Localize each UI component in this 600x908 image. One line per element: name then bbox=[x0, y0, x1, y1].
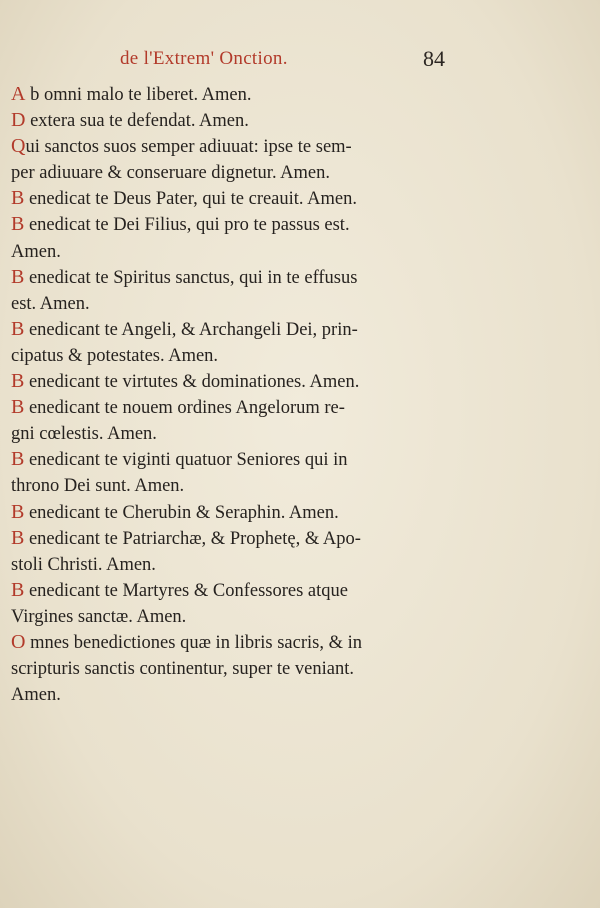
line-text: cipatus & potestates. Amen. bbox=[11, 345, 219, 366]
text-line bbox=[11, 368, 451, 394]
line-text: enedicant te Cherubin & Seraphin. Amen. bbox=[24, 502, 339, 523]
initial-letter: B bbox=[11, 370, 25, 393]
page-number: 84 bbox=[423, 46, 445, 71]
text-line bbox=[11, 577, 451, 603]
line-text: enedicant te virtutes & dominationes. Amen. bbox=[24, 372, 360, 393]
initial-letter: B bbox=[11, 265, 25, 288]
line-text: Virgines sanctæ. Amen. bbox=[11, 606, 187, 627]
line-text: extera sua te defendat. Amen. bbox=[25, 111, 249, 132]
text-line bbox=[11, 81, 451, 107]
text-line bbox=[11, 159, 451, 185]
line-text: enedicat te Dei Filius, qui pro te passus est. bbox=[24, 215, 350, 236]
line-text: Amen. bbox=[11, 241, 61, 262]
text-line bbox=[11, 133, 451, 159]
line-text: est. Amen. bbox=[11, 293, 90, 314]
text-block bbox=[11, 81, 451, 707]
text-line bbox=[11, 342, 451, 368]
line-text: enedicant te nouem ordines Angelorum re- bbox=[24, 398, 345, 419]
line-text: Amen. bbox=[11, 685, 61, 706]
initial-letter: Q bbox=[11, 135, 26, 158]
initial-letter: B bbox=[11, 317, 25, 340]
line-text: gni cœlestis. Amen. bbox=[11, 424, 157, 445]
text-line bbox=[11, 420, 451, 446]
initial-letter: B bbox=[11, 187, 25, 210]
text-line bbox=[11, 629, 451, 655]
text-line bbox=[11, 681, 451, 707]
initial-letter: B bbox=[11, 396, 25, 419]
initial-letter: B bbox=[11, 578, 25, 601]
line-text: enedicant te Angeli, & Archangeli Dei, prin- bbox=[24, 319, 358, 340]
text-line bbox=[11, 551, 451, 577]
line-text: enedicant te Patriarchæ, & Prophetę, & Apo- bbox=[24, 528, 361, 549]
text-line bbox=[11, 603, 451, 629]
initial-letter: O bbox=[11, 630, 26, 653]
initial-letter: A bbox=[11, 83, 26, 105]
initial-letter: B bbox=[11, 448, 25, 471]
initial-letter: B bbox=[11, 526, 25, 549]
line-text: enedicat te Deus Pater, qui te creauit. Amen. bbox=[24, 189, 357, 210]
text-line bbox=[11, 394, 451, 420]
text-line bbox=[11, 499, 451, 525]
text-line bbox=[11, 472, 451, 498]
line-text: mnes benedictiones quæ in libris sacris, & in bbox=[25, 632, 363, 653]
text-line bbox=[11, 655, 451, 681]
text-line bbox=[11, 185, 451, 211]
line-text: ui sanctos suos semper adiuuat: ipse te sem- bbox=[25, 137, 352, 158]
line-text: b omni malo te liberet. Amen. bbox=[25, 85, 252, 105]
text-line bbox=[11, 290, 451, 316]
initial-letter: B bbox=[11, 500, 25, 523]
text-line bbox=[11, 525, 451, 551]
line-text: enedicant te Martyres & Confessores atque bbox=[24, 580, 348, 601]
initial-letter: D bbox=[11, 109, 26, 132]
text-line bbox=[11, 211, 451, 237]
text-line bbox=[11, 107, 451, 133]
page-header bbox=[0, 46, 600, 86]
line-text: scripturis sanctis continentur, super te veniant. bbox=[11, 659, 354, 680]
text-line bbox=[11, 264, 451, 290]
text-line bbox=[11, 238, 451, 264]
initial-letter: B bbox=[11, 213, 25, 236]
text-line bbox=[11, 316, 451, 342]
running-head: de l'Extrem' Onction. bbox=[120, 48, 288, 69]
line-text: stoli Christi. Amen. bbox=[11, 554, 156, 575]
line-text: throno Dei sunt. Amen. bbox=[11, 476, 185, 497]
line-text: enedicant te viginti quatuor Seniores qui in bbox=[24, 450, 348, 471]
text-line bbox=[11, 446, 451, 472]
line-text: per adiuuare & conseruare dignetur. Amen. bbox=[11, 163, 331, 184]
line-text: enedicat te Spiritus sanctus, qui in te effusus bbox=[24, 267, 358, 288]
